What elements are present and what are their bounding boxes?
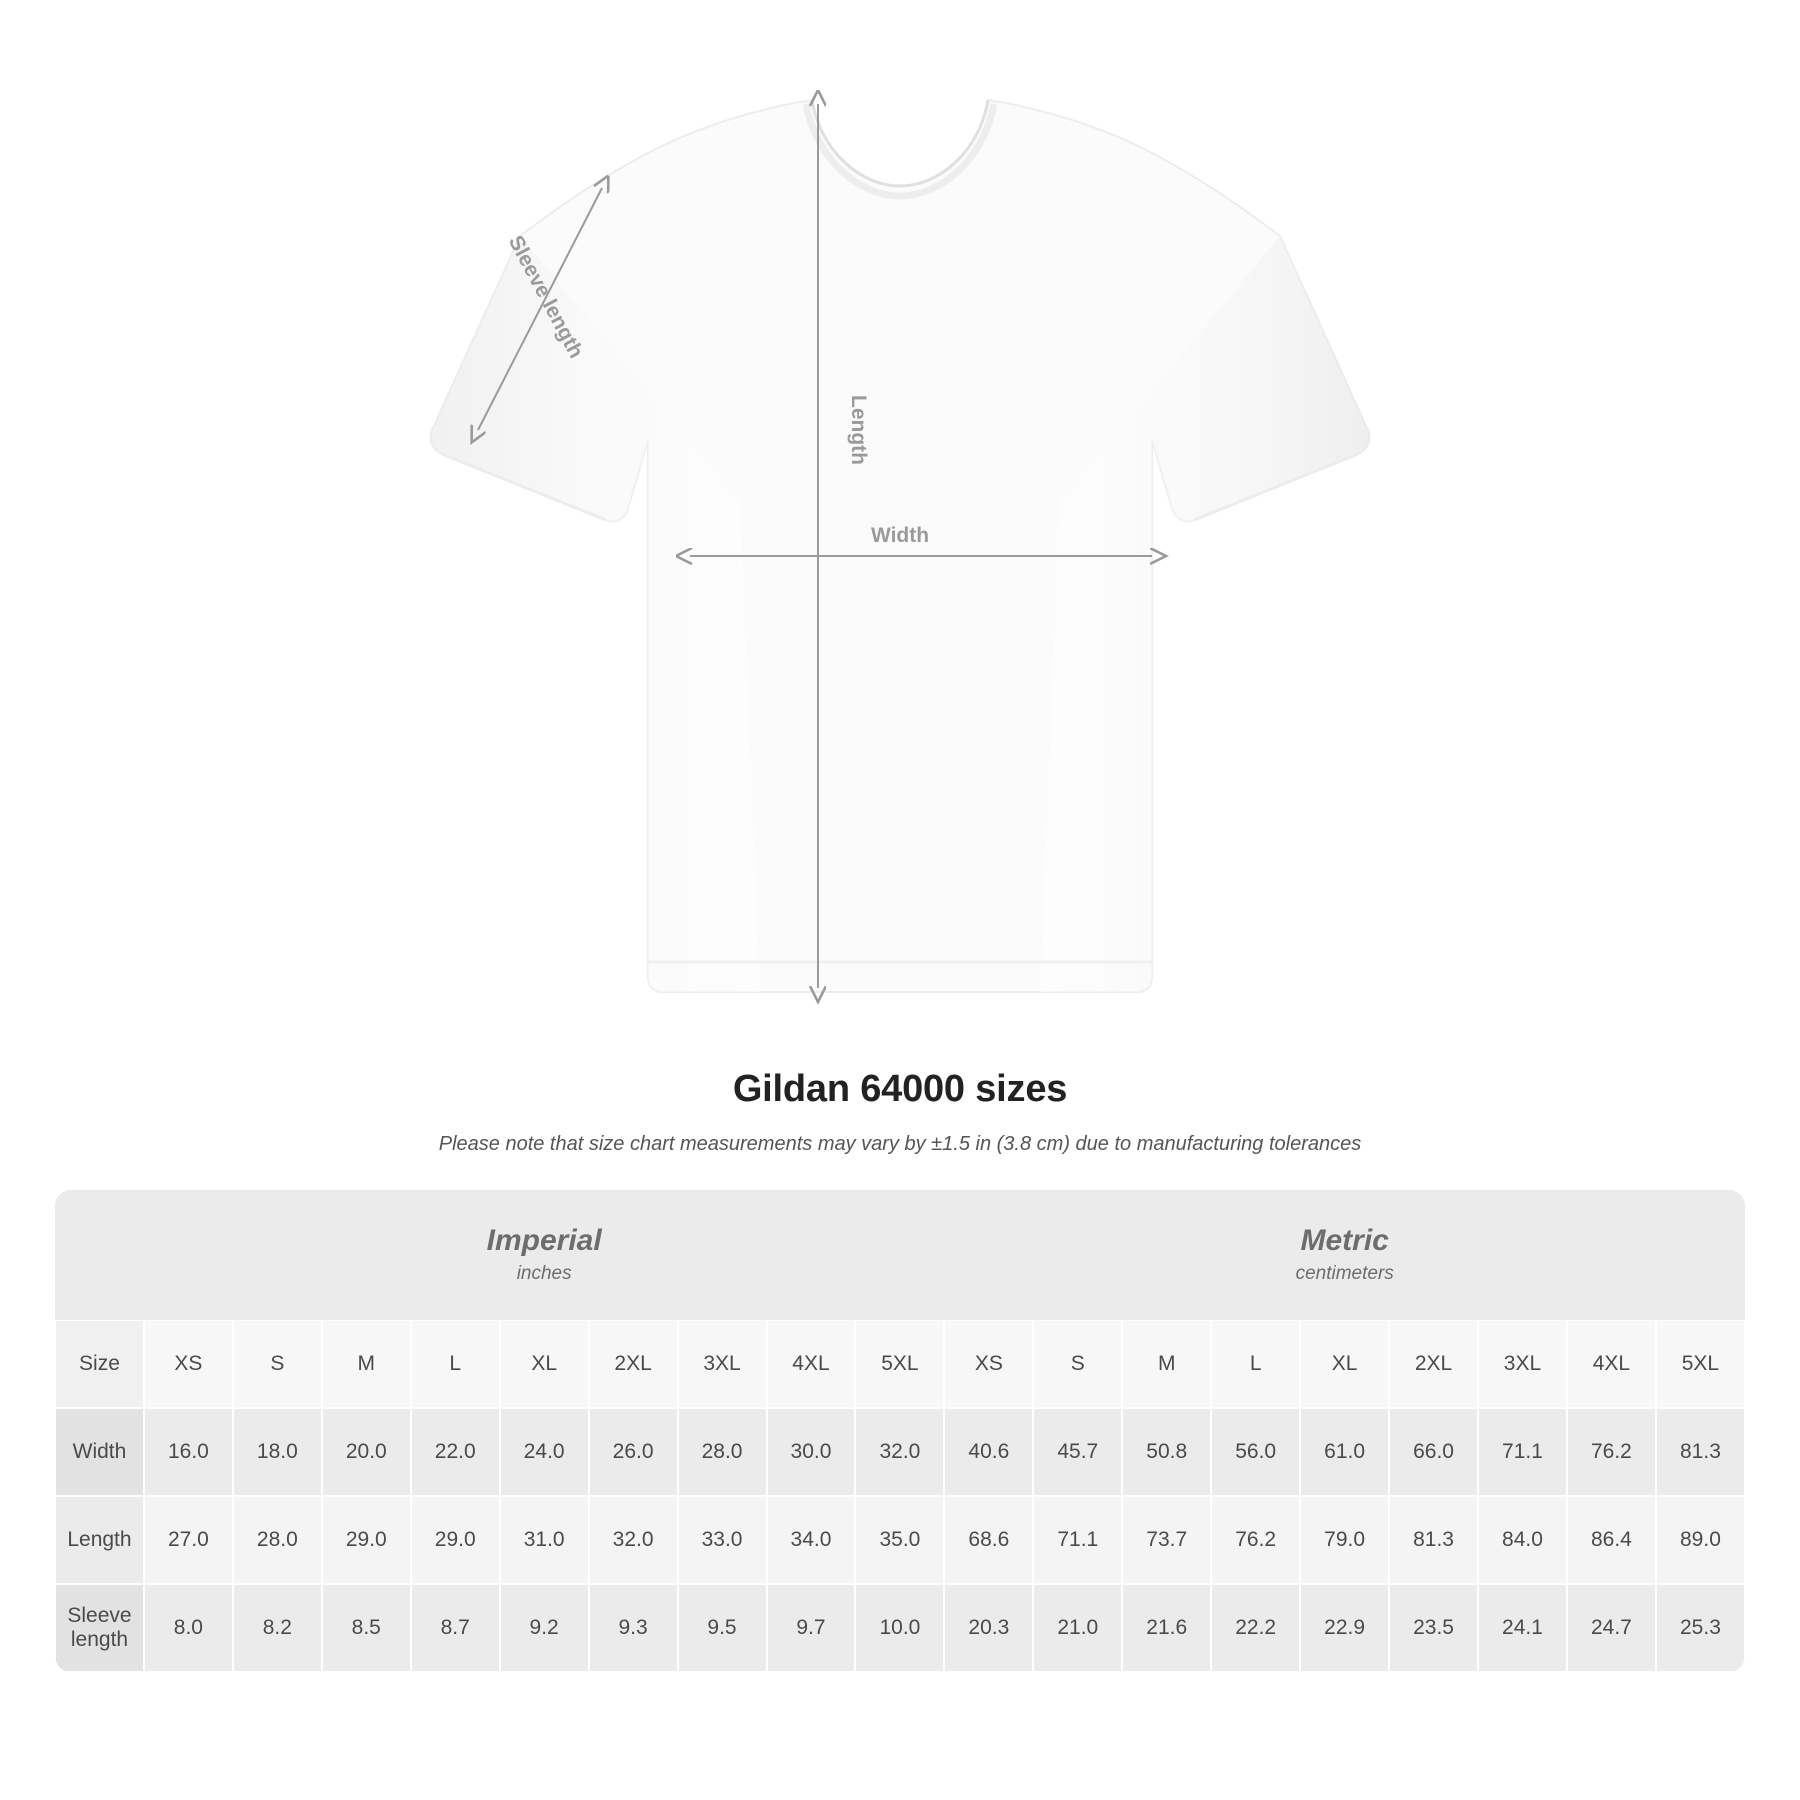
cell-width-imperial-m: 20.0 [322, 1408, 411, 1496]
cell-width-metric-s: 45.7 [1033, 1408, 1122, 1496]
size-header-metric-4xl: 4XL [1567, 1320, 1656, 1408]
unit-name-metric: Metric [1300, 1224, 1389, 1258]
cell-width-metric-4xl: 76.2 [1567, 1408, 1656, 1496]
cell-width-imperial-l: 22.0 [411, 1408, 500, 1496]
size-header-metric-xl: XL [1300, 1320, 1389, 1408]
unit-sub-imperial: inches [516, 1262, 572, 1284]
cell-width-metric-l: 56.0 [1211, 1408, 1300, 1496]
size-header-imperial-5xl: 5XL [855, 1320, 944, 1408]
cell-length-imperial-xs: 27.0 [144, 1496, 233, 1584]
cell-length-imperial-2xl: 32.0 [589, 1496, 678, 1584]
cell-length-imperial-xl: 31.0 [500, 1496, 589, 1584]
cell-width-imperial-4xl: 30.0 [767, 1408, 856, 1496]
unit-header-metric [944, 1190, 1745, 1320]
cell-length-metric-5xl: 89.0 [1656, 1496, 1745, 1584]
cell-sleeve-metric-3xl: 24.1 [1478, 1584, 1567, 1672]
cell-sleeve-imperial-4xl: 9.7 [767, 1584, 856, 1672]
cell-sleeve-imperial-xl: 9.2 [500, 1584, 589, 1672]
cell-sleeve-metric-xs: 20.3 [944, 1584, 1033, 1672]
cell-length-imperial-s: 28.0 [233, 1496, 322, 1584]
cell-sleeve-imperial-m: 8.5 [322, 1584, 411, 1672]
title-block [0, 1068, 1800, 1156]
cell-length-imperial-5xl: 35.0 [855, 1496, 944, 1584]
cell-length-metric-m: 73.7 [1122, 1496, 1211, 1584]
cell-sleeve-metric-4xl: 24.7 [1567, 1584, 1656, 1672]
width-label: Width [870, 524, 930, 547]
size-header-imperial-2xl: 2XL [589, 1320, 678, 1408]
cell-width-imperial-3xl: 28.0 [678, 1408, 767, 1496]
cell-sleeve-imperial-l: 8.7 [411, 1584, 500, 1672]
cell-sleeve-metric-2xl: 23.5 [1389, 1584, 1478, 1672]
cell-length-imperial-4xl: 34.0 [767, 1496, 856, 1584]
cell-sleeve-imperial-2xl: 9.3 [589, 1584, 678, 1672]
cell-sleeve-metric-s: 21.0 [1033, 1584, 1122, 1672]
cell-length-imperial-m: 29.0 [322, 1496, 411, 1584]
cell-sleeve-metric-m: 21.6 [1122, 1584, 1211, 1672]
size-header-metric-2xl: 2XL [1389, 1320, 1478, 1408]
tolerance-note: Please note that size chart measurements may vary by ±1.5 in (3.8 cm) due to manufacturing tolerances [438, 1133, 1362, 1155]
cell-length-metric-4xl: 86.4 [1567, 1496, 1656, 1584]
size-header-metric-l: L [1211, 1320, 1300, 1408]
size-header-metric-xs: XS [944, 1320, 1033, 1408]
row-label-width: Width [55, 1408, 144, 1496]
cell-sleeve-imperial-3xl: 9.5 [678, 1584, 767, 1672]
cell-width-imperial-5xl: 32.0 [855, 1408, 944, 1496]
cell-sleeve-metric-l: 22.2 [1211, 1584, 1300, 1672]
size-header-imperial-l: L [411, 1320, 500, 1408]
cell-length-metric-2xl: 81.3 [1389, 1496, 1478, 1584]
size-header-imperial-xl: XL [500, 1320, 589, 1408]
cell-length-metric-s: 71.1 [1033, 1496, 1122, 1584]
unit-sub-metric: centimeters [1295, 1262, 1394, 1284]
cell-width-imperial-s: 18.0 [233, 1408, 322, 1496]
cell-width-metric-m: 50.8 [1122, 1408, 1211, 1496]
cell-width-imperial-xl: 24.0 [500, 1408, 589, 1496]
page-title: Gildan 64000 sizes [732, 1068, 1068, 1110]
cell-width-imperial-2xl: 26.0 [589, 1408, 678, 1496]
cell-length-imperial-l: 29.0 [411, 1496, 500, 1584]
size-header-metric-5xl: 5XL [1656, 1320, 1745, 1408]
row-label-length: Length [55, 1496, 144, 1584]
size-header-imperial-m: M [322, 1320, 411, 1408]
unit-header-row [55, 1190, 1745, 1320]
size-header-imperial-s: S [233, 1320, 322, 1408]
table-row [55, 1408, 1745, 1496]
table-row [55, 1584, 1745, 1672]
cell-width-metric-xl: 61.0 [1300, 1408, 1389, 1496]
unit-header-imperial [144, 1190, 944, 1320]
cell-sleeve-metric-5xl: 25.3 [1656, 1584, 1745, 1672]
cell-length-imperial-3xl: 33.0 [678, 1496, 767, 1584]
cell-width-metric-xs: 40.6 [944, 1408, 1033, 1496]
cell-width-imperial-xs: 16.0 [144, 1408, 233, 1496]
cell-sleeve-imperial-xs: 8.0 [144, 1584, 233, 1672]
size-header-metric-3xl: 3XL [1478, 1320, 1567, 1408]
cell-length-metric-xs: 68.6 [944, 1496, 1033, 1584]
cell-sleeve-metric-xl: 22.9 [1300, 1584, 1389, 1672]
cell-sleeve-imperial-s: 8.2 [233, 1584, 322, 1672]
size-header-imperial-3xl: 3XL [678, 1320, 767, 1408]
cell-length-metric-3xl: 84.0 [1478, 1496, 1567, 1584]
cell-width-metric-3xl: 71.1 [1478, 1408, 1567, 1496]
cell-sleeve-imperial-5xl: 10.0 [855, 1584, 944, 1672]
size-header-imperial-4xl: 4XL [767, 1320, 856, 1408]
size-header-label: Size [55, 1320, 144, 1408]
cell-length-metric-xl: 79.0 [1300, 1496, 1389, 1584]
row-label-sleeve-length: Sleeve length [55, 1584, 144, 1672]
cell-length-metric-l: 76.2 [1211, 1496, 1300, 1584]
unit-name-imperial: Imperial [486, 1224, 602, 1258]
cell-width-metric-2xl: 66.0 [1389, 1408, 1478, 1496]
unit-header-spacer [55, 1190, 144, 1320]
length-label: Length [847, 395, 870, 465]
size-header-metric-m: M [1122, 1320, 1211, 1408]
size-table-wrap [55, 1190, 1745, 1672]
size-table [55, 1190, 1745, 1672]
table-row [55, 1496, 1745, 1584]
size-header-imperial-xs: XS [144, 1320, 233, 1408]
cell-width-metric-5xl: 81.3 [1656, 1408, 1745, 1496]
size-header-metric-s: S [1033, 1320, 1122, 1408]
size-header-row [55, 1320, 1745, 1408]
sleeve-length-label: Sleeve length [503, 231, 588, 363]
